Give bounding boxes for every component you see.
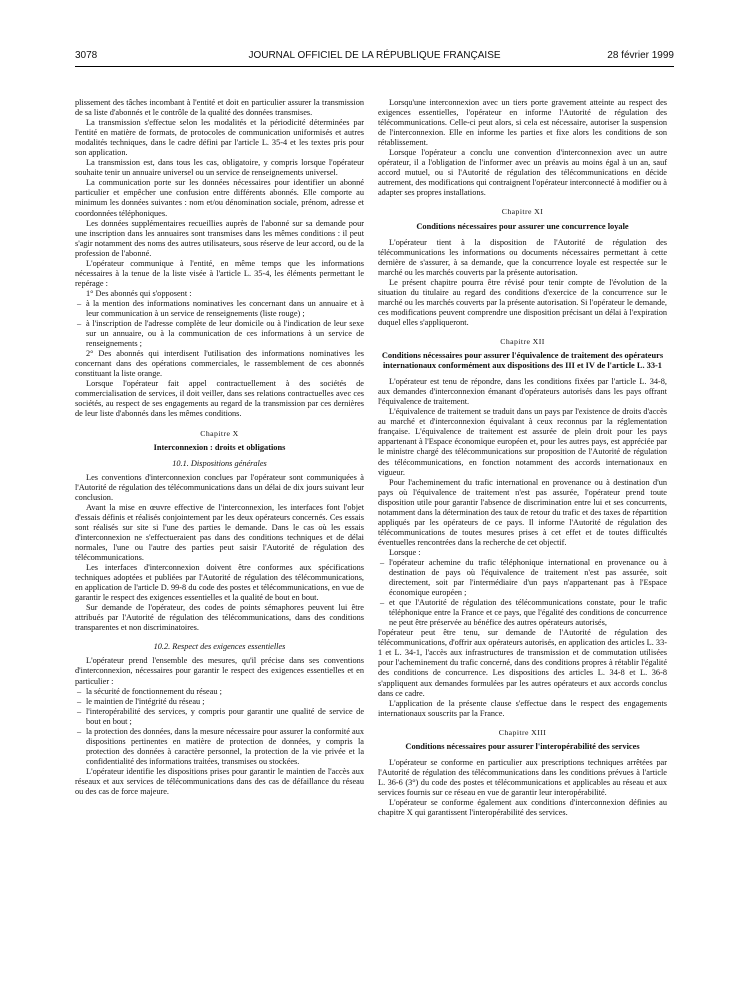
chapter-heading: Chapitre XII	[500, 336, 545, 346]
paragraph: l'opérateur peut être tenu, sur demande de l'Autorité de régulation des télécommunications, d'offrir aux opérateurs autorisés, en application des articles L. 33-1 et L. 34-1, l'accès aux infrastructures de transmission et de commutation utilisées pour l'acheminement du trafic concerné, dans des conditions propres à rétablir l'égalité des conditions de concurrence. Les dispositions des articles L. 34-8 et L. 36-8 s'appliquent aux demandes formulées par les autres opérateurs et aux accords conclus dans ce cadre.	[378, 628, 667, 698]
paragraph: plissement des tâches incombant à l'entité et doit en particulier assurer la transmission de sa liste d'abonnés et le contrôle de la qualité des données transmises.	[75, 98, 364, 118]
paragraph: L'opérateur se conforme également aux conditions d'interconnexion définies au chapitre X qui garantissent l'interopérabilité des services.	[378, 798, 667, 818]
right-column	[378, 98, 667, 818]
paragraph: La transmission s'effectue selon les modalités et la périodicité déterminées par l'entité en matière de formats, de protocoles de communication uniformisés et autres modalités techniques, dans le cadre défini par l'article L. 35-4 et les textes pris pour son application.	[75, 118, 364, 158]
list-item: – à l'inscription de l'adresse complète de leur domicile ou à l'indication de leur sexe sur un annuaire, ou à la communication de ces informations à un service de renseignements ;	[75, 319, 364, 349]
paragraph: Les conventions d'interconnexion conclues par l'opérateur sont communiquées à l'Autorité de régulation des télécommunications dans un délai de dix jours suivant leur conclusion.	[75, 472, 364, 502]
paragraph: Lorsqu'une interconnexion avec un tiers porte gravement atteinte au respect des exigences essentielles, l'opérateur en informe l'Autorité de régulation des télécommunications. Celle-ci peut alors, si cela est nécessaire, autoriser la suspension de l'interconnexion. Elle en informe les parties et fixe alors les conditions de son rétablissement.	[378, 98, 667, 148]
paragraph: L'opérateur communique à l'entité, en même temps que les informations nécessaires à la tenue de la liste visée à l'article L. 35-4, les éléments permettant le repérage :	[75, 258, 364, 288]
journal-title: JOURNAL OFFICIEL DE LA RÉPUBLIQUE FRANÇAISE	[248, 50, 501, 61]
left-column	[75, 98, 364, 797]
paragraph: L'opérateur prend l'ensemble des mesures, qu'il précise dans ses conventions d'interconnexion, nécessaires pour garantir le respect des exigences essentielles et en particulier :	[75, 656, 364, 686]
paragraph: Avant la mise en œuvre effective de l'interconnexion, les interfaces font l'objet d'essais définis et réalisés conjointement par les deux opérateurs concernés. Ces essais sont réalisés sur site si l'une des parties le demande. Dans le cas où les essais d'interconnexion ne s'effectueraient pas dans des conditions techniques et de délai normales, l'une ou l'autre des parties peut saisir l'Autorité de régulation des télécommunications.	[75, 502, 364, 563]
paragraph: L'opérateur tient à la disposition de l'Autorité de régulation des télécommunications les informations ou documents nécessaires permettant à cette dernière de s'assurer, à sa demande, que la concurrence loyale est respectée sur le marché ou les marchés couverts par la présente autorisation.	[378, 237, 667, 277]
paragraph: Les interfaces d'interconnexion doivent être conformes aux spécifications techniques adoptées et publiées par l'Autorité de régulation des télécommunications, en application de l'article D. 99-8 du code des postes et télécommunications, en vue de garantir le respect des exigences essentielles et la qualité de bout en bout.	[75, 563, 364, 603]
paragraph: 1° Des abonnés qui s'opposent :	[86, 288, 192, 298]
paragraph: L'opérateur identifie les dispositions prises pour garantir le maintien de l'accès aux réseaux et aux services de télécommunications dans des cas de défaillance du réseau ou des cas de force majeure.	[75, 766, 364, 797]
paragraph: 2° Des abonnés qui interdisent l'utilisation des informations nominatives les concernant dans des opérations commerciales, le rassemblement de ces abonnés constituant la liste orange.	[75, 349, 364, 379]
paragraph: Sur demande de l'opérateur, des codes de points sémaphores peuvent lui être attribués par l'Autorité de régulation des télécommunications, dans des conditions transparentes et non discriminatoires.	[75, 603, 364, 633]
list-item: – le maintien de l'intégrité du réseau ;	[75, 697, 364, 707]
list-item: – la sécurité de fonctionnement du réseau ;	[75, 687, 364, 697]
chapter-heading: Chapitre X	[200, 428, 239, 438]
paragraph: La transmission est, dans tous les cas, obligatoire, y compris lorsque l'opérateur souhaite tenir un annuaire universel ou un service de renseignements universel.	[75, 158, 364, 178]
paragraph: Lorsque l'opérateur fait appel contractuellement à des sociétés de commercialisation de services, il doit veiller, dans ses relations contractuelles avec ces sociétés, au respect de ses engagements au regard de la transmission par ces dernières de leur liste d'abonnés dans les mêmes conditions.	[75, 379, 364, 419]
chapter-title: Conditions nécessaires pour assurer l'interopérabilité des services	[405, 741, 640, 751]
paragraph: Pour l'acheminement du trafic international en provenance ou à destination d'un pays où l'équivalence de traitement n'est pas assurée, l'opérateur prend toute disposition utile pour garantir l'absence de discrimination entre lui et ses concurrents, notamment dans la détermination des taux de retour du trafic et des taxes de répartition appliqués par les opérateurs de ce pays. Il informe l'Autorité de régulation des télécommunications de toutes mesures prises à cet effet et de toutes difficultés éventuelles rencontrées dans la recherche de cet objectif.	[378, 477, 667, 547]
paragraph: L'application de la présente clause s'effectue dans le respect des engagements internationaux souscrits par la France.	[378, 698, 667, 718]
paragraph: L'équivalence de traitement se traduit dans un pays par l'existence de droits d'accès au marché et d'interconnexion équivalant à ceux reconnus par la réglementation française. L'équivalence de traitement est assurée de plein droit pour les pays appartenant à l'Espace économique européen et, pour les autres pays, est appréciée par le ministre chargé des télécommunications sur proposition de l'Autorité de régulation des télécommunications, en fonction notamment des accords internationaux en vigueur.	[378, 407, 667, 477]
chapter-title: Conditions nécessaires pour assurer l'équivalence de traitement des opérateurs internationaux conformément aux dispositions des III et IV de l'article L. 33-1	[381, 351, 664, 371]
publication-date: 28 février 1999	[607, 50, 674, 61]
section-heading: 10.1. Dispositions générales	[172, 458, 267, 468]
page-number: 3078	[75, 50, 98, 61]
section-heading: 10.2. Respect des exigences essentielles	[153, 642, 286, 652]
list-item: – l'interopérabilité des services, y compris pour garantir une qualité de service de bout en bout ;	[75, 707, 364, 727]
paragraph: La communication porte sur les données nécessaires pour identifier un abonné particulier et empêcher une confusion entre différents abonnés. Elle comporte au minimum les données suivantes : nom et/ou dénomination sociale, prénom, adresse et coordonnées téléphoniques.	[75, 178, 364, 218]
list-item: – et que l'Autorité de régulation des télécommunications constate, pour le trafic téléphonique entre la France et ce pays, que l'égalité des conditions de concurrence ne peut être préservée au bénéfice des autres opérateurs autorisés,	[378, 598, 667, 628]
list-item: – l'opérateur achemine du trafic téléphonique international en provenance ou à destination de pays où l'équivalence de traitement n'est pas assurée, soit directement, soit par l'intermédiaire d'un pays n'appartenant pas à l'Espace économique européen ;	[378, 558, 667, 598]
chapter-title: Conditions nécessaires pour assurer une concurrence loyale	[416, 221, 629, 231]
list-item: – la protection des données, dans la mesure nécessaire pour assurer la conformité aux dispositions pertinentes en matière de protection de données, y compris la protection des données à caractère personnel, la protection de la vie privée et la confidentialité des informations traitées, transmises ou stockées.	[75, 727, 364, 767]
paragraph: Lorsque l'opérateur a conclu une convention d'interconnexion avec un autre opérateur, il a l'obligation de l'informer avec un préavis au moins égal à un an, sauf accord mutuel, ou si l'Autorité de régulation des télécommunications en décide autrement, des modifications qui contraignent l'opérateur interconnecté à modifier ou à adapter ses propres installations.	[378, 148, 667, 198]
paragraph: L'opérateur se conforme en particulier aux prescriptions techniques arrêtées par l'Autorité de régulation des télécommunications dans les conditions prévues à l'article L. 36-6 (3°) du code des postes et télécommunications et applicables au réseau et aux services fournis sur ce réseau en vue de garantir leur interopérabilité.	[378, 757, 667, 797]
chapter-heading: Chapitre XI	[501, 207, 544, 217]
paragraph: Le présent chapitre pourra être révisé pour tenir compte de l'évolution de la situation du titulaire au regard des conditions d'exercice de la concurrence sur le marché ou les marchés couverts par la présente autorisation. Si l'opérateur le demande, ces modifications peuvent comprendre une disposition précisant un délai à l'expiration duquel elles s'appliqueront.	[378, 277, 667, 327]
header-rule	[75, 66, 674, 67]
chapter-title: Interconnexion : droits et obligations	[153, 442, 286, 452]
paragraph: Les données supplémentaires recueillies auprès de l'abonné sur sa demande pour une inscription dans les annuaires sont transmises dans les mêmes conditions : il peut s'agir notamment des noms des autres utilisateurs, sous réserve de leur accord, ou de la profession de l'abonné.	[75, 218, 364, 258]
paragraph: Lorsque :	[389, 547, 421, 557]
paragraph: L'opérateur est tenu de répondre, dans les conditions fixées par l'article L. 34-8, aux demandes d'interconnexion émanant d'opérateurs autorisés dans les pays offrant l'équivalence de traitement.	[378, 377, 667, 407]
chapter-heading: Chapitre XIII	[498, 727, 547, 737]
page-header	[75, 50, 674, 64]
list-item: – à la mention des informations nominatives les concernant dans un annuaire et à leur communication à un service de renseignements (liste rouge) ;	[75, 299, 364, 319]
